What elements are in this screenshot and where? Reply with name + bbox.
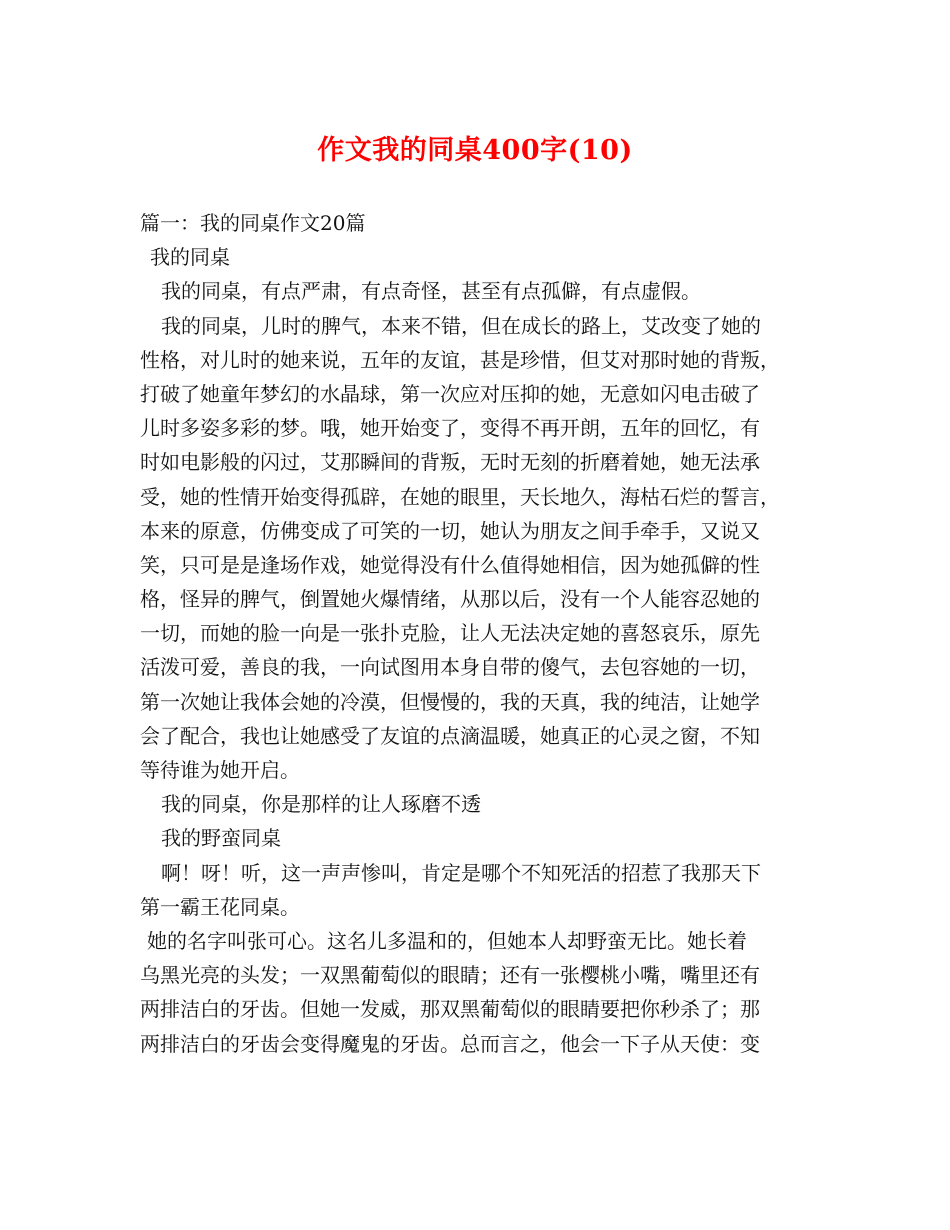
paragraph-line: 格，怪异的脾气，倒置她火爆情绪，从那以后，没有一个人能容忍她的: [140, 587, 760, 612]
paragraph-line: 本来的原意，仿佛变成了可笑的一切，她认为朋友之间手牵手，又说又: [140, 518, 760, 543]
paragraph-line: 笑，只可是是逢场作戏，她觉得没有什么值得她相信，因为她孤僻的性: [140, 552, 760, 577]
paragraph-line: 她的名字叫张可心。这名儿多温和的，但她本人却野蛮无比。她长着: [147, 928, 747, 953]
paragraph-line: 第一霸王花同桌。: [140, 894, 300, 919]
paragraph-line: 打破了她童年梦幻的水晶球，第一次应对压抑的她，无意如闪电击破了: [140, 381, 760, 406]
paragraph-line: 等待谁为她开启。: [140, 758, 300, 782]
paragraph-line: 乌黑光亮的头发；一双黑葡萄似的眼睛；还有一张樱桃小嘴，嘴里还有: [140, 963, 760, 988]
essay-title: 我的野蛮同桌: [161, 826, 281, 851]
paragraph-line: 两排洁白的牙齿会变得魔鬼的牙齿。总而言之，他会一下子从天使：变: [140, 1031, 760, 1056]
paragraph-line: 我的同桌，有点严肃，有点奇怪，甚至有点孤僻，有点虚假。: [161, 279, 701, 304]
section-heading: 篇一：我的同桌作文20篇: [140, 211, 366, 235]
paragraph-line: 时如电影般的闪过，艾那瞬间的背叛，无时无刻的折磨着她，她无法承: [140, 450, 760, 475]
document-body: [140, 206, 820, 1061]
essay-title: 我的同桌: [150, 245, 230, 270]
paragraph-line: 第一次她让我体会她的冷漠，但慢慢的，我的天真，我的纯洁，让她学: [140, 689, 760, 714]
document-title: 作文我的同桌400字(10): [317, 135, 633, 166]
paragraph-line: 会了配合，我也让她感受了友谊的点滴温暖，她真正的心灵之窗，不知: [140, 723, 760, 748]
paragraph-line: 我的同桌，儿时的脾气，本来不错，但在成长的路上，艾改变了她的: [161, 313, 761, 338]
paragraph-line: 性格，对儿时的她来说，五年的友谊，甚是珍惜，但艾对那时她的背叛，: [140, 347, 780, 372]
paragraph-line: 活泼可爱，善良的我，一向试图用本身自带的傻气，去包容她的一切，: [140, 655, 760, 680]
paragraph-line: 受，她的性情开始变得孤辟，在她的眼里，天长地久，海枯石烂的誓言，: [140, 484, 780, 509]
paragraph-line: 儿时多姿多彩的梦。哦，她开始变了，变得不再开朗，五年的回忆，有: [140, 416, 760, 441]
paragraph-line: 啊！呀！听，这一声声惨叫，肯定是哪个不知死活的招惹了我那天下: [161, 860, 761, 885]
paragraph-line: 一切，而她的脸一向是一张扑克脸，让人无法决定她的喜怒哀乐，原先: [140, 621, 760, 646]
paragraph-line: 我的同桌，你是那样的让人琢磨不透: [161, 792, 481, 817]
paragraph-line: 两排洁白的牙齿。但她一发威，那双黑葡萄似的眼睛要把你秒杀了；那: [140, 997, 760, 1022]
